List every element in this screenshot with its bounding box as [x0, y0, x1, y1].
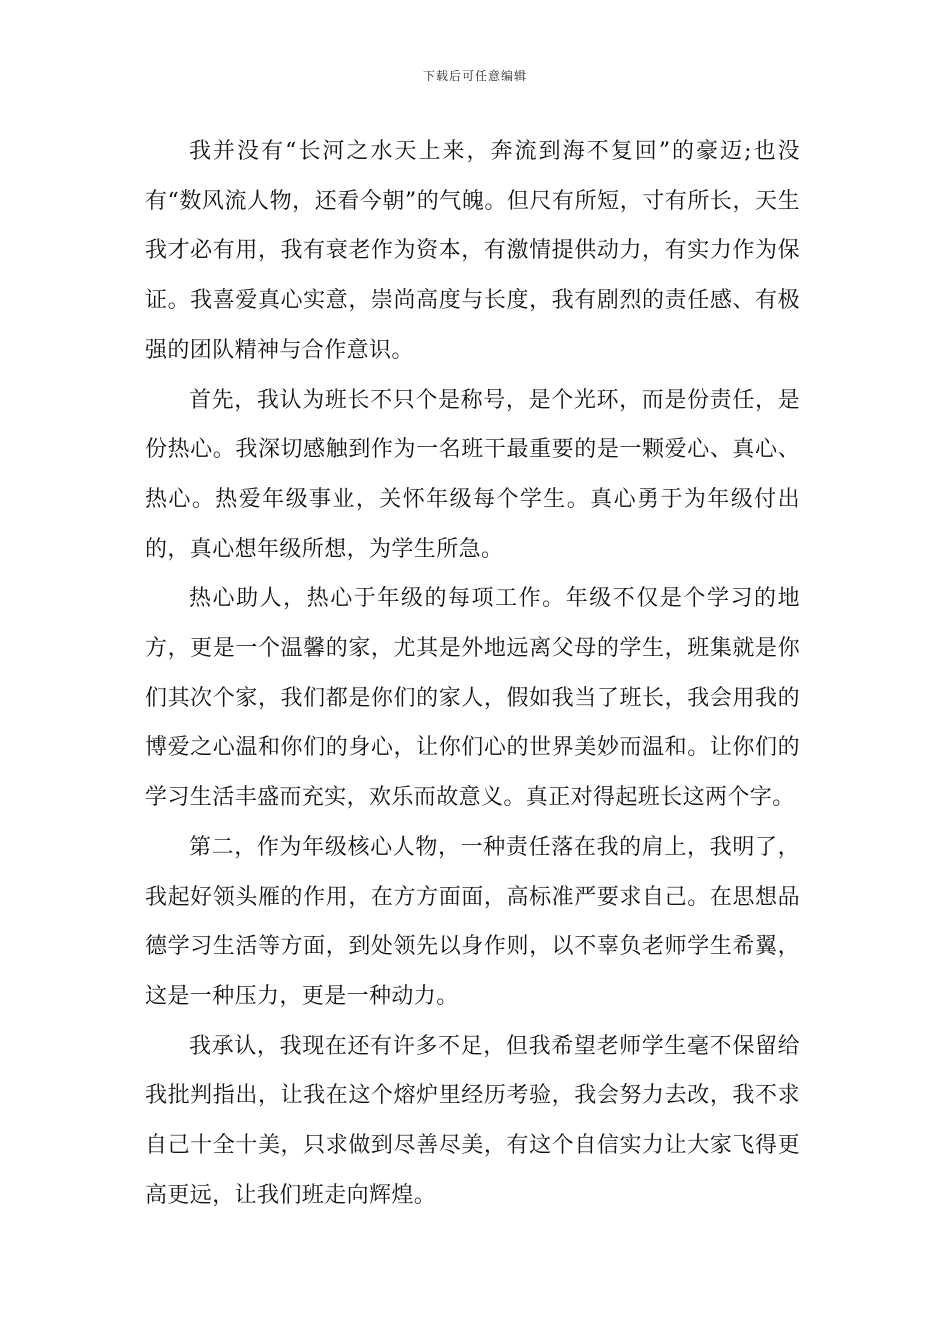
paragraph-4: 第二，作为年级核心人物，一种责任落在我的肩上，我明了，我起好领头雁的作用，在方方面面，高标准严要求自己。在思想品德学习生活等方面，到处领先以身作则，以不辜负老师学生希翼，这是一种压力，更是一种动力。 [145, 834, 800, 1009]
paragraph-5: 我承认，我现在还有许多不足，但我希望老师学生毫不保留给我批判指出，让我在这个熔炉里经历考验，我会努力去改，我不求自己十全十美，只求做到尽善尽美，有这个自信实力让大家飞得更高更远，让我们班走向辉煌。 [145, 1033, 800, 1208]
paragraph-3: 热心助人，热心于年级的每项工作。年级不仅是个学习的地方，更是一个温馨的家，尤其是外地远离父母的学生，班集就是你们其次个家，我们都是你们的家人，假如我当了班长，我会用我的博爱之心温和你们的身心，让你们心的世界美妙而温和。让你们的学习生活丰盛而充实，欢乐而故意义。真正对得起班长这两个字。 [145, 586, 800, 811]
document-body [145, 127, 800, 1220]
paragraph-1: 我并没有“长河之水天上来，奔流到海不复回”的豪迈;也没有“数风流人物，还看今朝”的气魄。但尺有所短，寸有所长，天生我才必有用，我有衰老作为资本，有激情提供动力，有实力作为保证。我喜爱真心实意，崇尚高度与长度，我有剧烈的责任感、有极强的团队精神与合作意识。 [145, 139, 800, 363]
paragraph-2: 首先，我认为班长不只个是称号，是个光环，而是份责任，是份热心。我深切感触到作为一名班干最重要的是一颗爱心、真心、热心。热爱年级事业，关怀年级每个学生。真心勇于为年级付出的，真心想年级所想，为学生所急。 [145, 387, 800, 562]
header-note: 下载后可任意编辑 [422, 69, 527, 83]
